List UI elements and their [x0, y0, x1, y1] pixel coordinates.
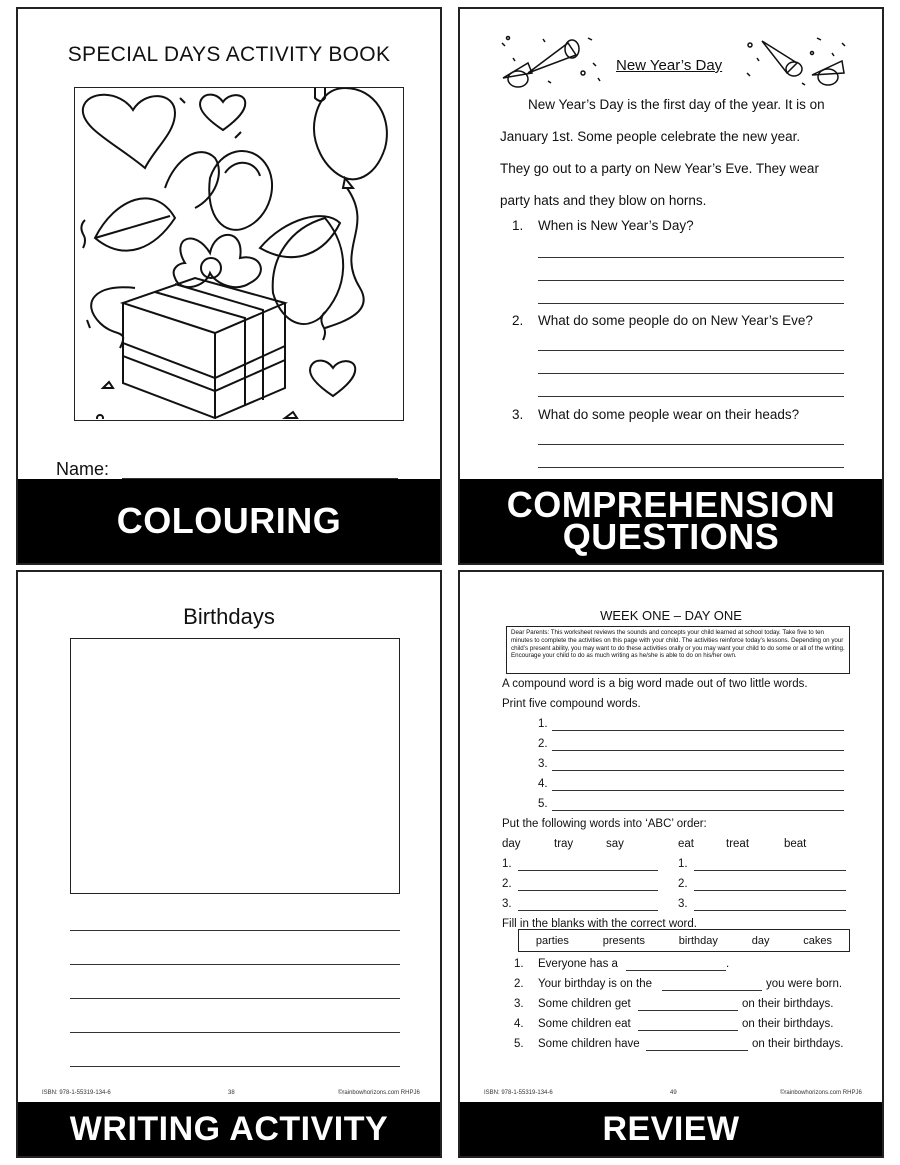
answer-line[interactable] — [538, 350, 844, 351]
comprehension-label-line2: QUESTIONS — [562, 516, 780, 557]
abc-word: tray — [554, 838, 574, 850]
footer-page-number: 49 — [670, 1090, 677, 1096]
writing-line[interactable] — [70, 930, 400, 931]
word-bank-item: birthday — [678, 934, 718, 947]
footer-isbn: ISBN: 978-1-55319-134-6 — [484, 1090, 553, 1096]
abc-line[interactable] — [518, 890, 658, 891]
footer-isbn: ISBN: 978-1-55319-134-6 — [42, 1090, 111, 1096]
sentence-blank[interactable] — [626, 970, 726, 971]
sentence-text: on their birthdays. — [742, 1018, 834, 1030]
abc-word: treat — [726, 838, 750, 850]
sentence-blank[interactable] — [646, 1050, 748, 1051]
footer-page-number: 38 — [228, 1090, 235, 1096]
birthdays-title: Birthdays — [183, 604, 275, 629]
party-horn-right-icon — [742, 33, 852, 89]
question-1: 1. When is New Year’s Day? — [512, 218, 694, 233]
abc-num: 2. — [502, 878, 512, 890]
writing-line[interactable] — [70, 964, 400, 965]
abc-line[interactable] — [694, 910, 846, 911]
colouring-label: COLOURING — [116, 500, 342, 541]
answer-line[interactable] — [538, 467, 844, 468]
paragraph-line: They go out to a party on New Year’s Eve. They wear — [500, 161, 819, 176]
abc-word: beat — [784, 838, 807, 850]
abc-num: 1. — [678, 858, 688, 870]
word-bank-item: presents — [602, 934, 645, 947]
comprehension-panel — [458, 7, 884, 565]
drawing-box[interactable] — [70, 638, 400, 894]
answer-line[interactable] — [538, 396, 844, 397]
review-label: REVIEW — [602, 1110, 740, 1148]
sentence-text: Everyone has a — [538, 958, 618, 970]
word-bank-item: parties — [535, 934, 569, 947]
sentence-blank[interactable] — [638, 1010, 738, 1011]
compound-line[interactable] — [552, 750, 844, 751]
writing-label: WRITING ACTIVITY — [69, 1110, 389, 1148]
comprehension-label-line1: COMPREHENSION — [506, 484, 836, 525]
compound-num: 2. — [538, 738, 548, 750]
paragraph-line: party hats and they blow on horns. — [500, 193, 707, 208]
compound-intro: A compound word is a big word made out of two little words. — [502, 678, 808, 690]
compound-line[interactable] — [552, 790, 844, 791]
compound-num: 3. — [538, 758, 548, 770]
writing-panel — [16, 570, 442, 1158]
sentence-text: Some children get — [538, 998, 631, 1010]
compound-num: 1. — [538, 718, 548, 730]
sentence-num: 2. — [514, 978, 524, 990]
sentence-blank[interactable] — [638, 1030, 738, 1031]
answer-line[interactable] — [538, 280, 844, 281]
sentence-text: Some children have — [538, 1038, 640, 1050]
abc-word: day — [502, 838, 521, 850]
sentence-text: on their birthdays. — [742, 998, 834, 1010]
writing-line[interactable] — [70, 1066, 400, 1067]
question-3: 3. What do some people wear on their heads? — [512, 407, 800, 422]
colouring-band — [18, 479, 440, 563]
sentence-num: 1. — [514, 958, 524, 970]
sentence-num: 3. — [514, 998, 524, 1010]
week-day-title: WEEK ONE – DAY ONE — [600, 608, 742, 623]
review-band — [460, 1102, 882, 1156]
answer-line[interactable] — [538, 303, 844, 304]
compound-line[interactable] — [552, 730, 844, 731]
comprehension-band — [460, 479, 882, 563]
sentence-num: 5. — [514, 1038, 524, 1050]
sentence-text: Some children eat — [538, 1018, 631, 1030]
sentence-blank[interactable] — [662, 990, 762, 991]
fill-task: Fill in the blanks with the correct word. — [502, 918, 697, 930]
review-panel — [458, 570, 884, 1158]
writing-line[interactable] — [70, 1032, 400, 1033]
abc-word: eat — [678, 838, 694, 850]
sentence-text: you were born. — [766, 978, 843, 990]
abc-num: 3. — [678, 898, 688, 910]
footer-site: ©rainbowhorizons.com RHPJ6 — [338, 1090, 420, 1096]
compound-num: 5. — [538, 798, 548, 810]
new-years-title: New Year’s Day — [616, 57, 723, 74]
colouring-picture-frame — [74, 87, 404, 421]
party-horn-left-icon — [498, 33, 608, 89]
word-bank-item: day — [751, 934, 770, 947]
footer-site: ©rainbowhorizons.com RHPJ6 — [780, 1090, 862, 1096]
abc-task: Put the following words into ‘ABC’ order: — [502, 818, 707, 830]
paragraph-line: New Year’s Day is the first day of the year. It is on — [528, 97, 825, 112]
colouring-panel — [16, 7, 442, 565]
abc-line[interactable] — [518, 870, 658, 871]
answer-line[interactable] — [538, 373, 844, 374]
compound-line[interactable] — [552, 770, 844, 771]
compound-line[interactable] — [552, 810, 844, 811]
answer-line[interactable] — [538, 257, 844, 258]
parent-note: Dear Parents: This worksheet reviews the sounds and concepts your child learned at school today. Take five to ten minutes to complete the activities on this page with your child. The activities reinforce today’s lessons. Depending on your child’s present ability, you may want to do these activities orally or you may want your child to do some or all of the writing. Encourage your child to do as much writing as he/she is able to do on his/her own. — [506, 626, 850, 674]
sentence-text: on their birthdays. — [752, 1038, 844, 1050]
sentence-num: 4. — [514, 1018, 524, 1030]
compound-num: 4. — [538, 778, 548, 790]
abc-word: say — [606, 838, 624, 850]
sentence-text: . — [726, 958, 730, 970]
writing-band — [18, 1102, 440, 1156]
answer-line[interactable] — [538, 444, 844, 445]
abc-num: 3. — [502, 898, 512, 910]
writing-line[interactable] — [70, 998, 400, 999]
abc-line[interactable] — [694, 890, 846, 891]
name-label: Name: — [56, 459, 110, 479]
word-bank-item: cakes — [803, 934, 833, 947]
sentence-text: Your birthday is on the — [538, 978, 653, 990]
gift-hearts-illustration — [75, 88, 402, 419]
abc-line[interactable] — [694, 870, 846, 871]
abc-num: 1. — [502, 858, 512, 870]
paragraph-line: January 1st. Some people celebrate the new year. — [500, 129, 801, 144]
abc-line[interactable] — [518, 910, 658, 911]
book-title: SPECIAL DAYS ACTIVITY BOOK — [67, 43, 391, 66]
compound-task: Print five compound words. — [502, 698, 641, 710]
question-2: 2. What do some people do on New Year’s Eve? — [512, 313, 813, 328]
word-bank — [518, 929, 850, 952]
abc-num: 2. — [678, 878, 688, 890]
